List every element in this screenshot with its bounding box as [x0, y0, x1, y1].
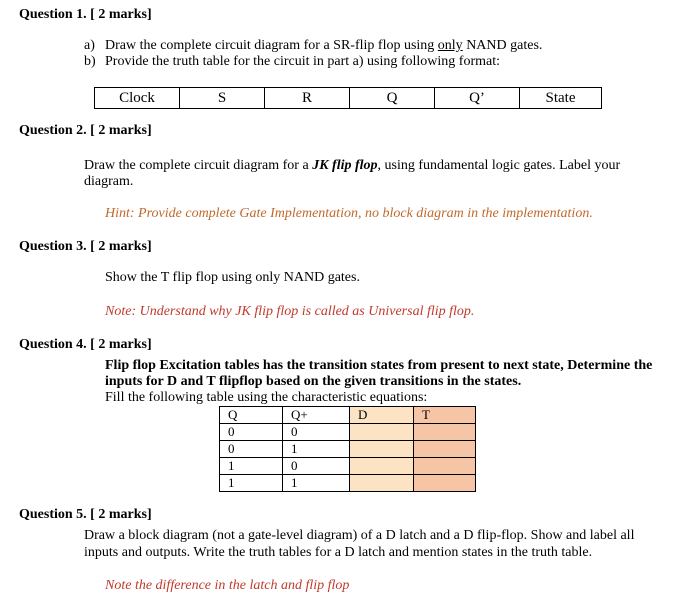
- q4-cell-q: 1: [220, 475, 283, 492]
- q1-a-post: NAND gates.: [462, 38, 543, 53]
- q4-cell-q: 0: [220, 424, 283, 441]
- q5-line2: inputs and outputs. Write the truth tables for a D latch and mention states in the truth table.: [84, 545, 593, 560]
- q4-bold-line2: inputs for D and T flipflop based on the given transitions in the states.: [105, 374, 522, 389]
- q4-cell-d[interactable]: [350, 458, 414, 475]
- q4-cell-t[interactable]: [414, 441, 476, 458]
- q1-col-q: Q: [350, 88, 435, 109]
- q1-heading: Question 1. [ 2 marks]: [19, 7, 152, 22]
- q1-col-state: State: [520, 88, 602, 109]
- q4-col-qnext: Q+: [283, 407, 350, 424]
- q2-heading: Question 2. [ 2 marks]: [19, 123, 152, 138]
- q4-cell-d[interactable]: [350, 424, 414, 441]
- q4-cell-qnext: 1: [283, 441, 350, 458]
- q4-cell-qnext: 0: [283, 458, 350, 475]
- q4-cell-d[interactable]: [350, 441, 414, 458]
- q2-line2: diagram.: [84, 174, 134, 189]
- q4-cell-qnext: 0: [283, 424, 350, 441]
- q3-text: Show the T flip flop using only NAND gates.: [105, 270, 360, 285]
- q5-heading: Question 5. [ 2 marks]: [19, 507, 152, 522]
- q4-heading: Question 4. [ 2 marks]: [19, 337, 152, 352]
- q4-col-t: T: [414, 407, 476, 424]
- q5-line1: Draw a block diagram (not a gate-level diagram) of a D latch and a D flip-flop. Show and label all: [84, 528, 635, 543]
- q1-a-text: [105, 38, 542, 54]
- q1-b-marker: b): [84, 54, 96, 69]
- q3-note: Note: Understand why JK flip flop is called as Universal flip flop.: [105, 304, 475, 319]
- q4-bold-line1: Flip flop Excitation tables has the transition states from present to next state, Determine the: [105, 358, 653, 373]
- q4-cell-qnext: 1: [283, 475, 350, 492]
- q1-col-qbar: Q’: [435, 88, 520, 109]
- table-row: [220, 475, 476, 492]
- q4-excitation-table: [219, 406, 476, 492]
- q5-note: Note the difference in the latch and flip flop: [105, 578, 350, 593]
- q2-line1-post: , using fundamental logic gates. Label your: [377, 158, 621, 173]
- q1-a-pre: Draw the complete circuit diagram for a SR-flip flop using: [105, 38, 438, 53]
- table-row: [220, 458, 476, 475]
- q4-header-row: [220, 407, 476, 424]
- q4-cell-t[interactable]: [414, 458, 476, 475]
- q4-cell-t[interactable]: [414, 424, 476, 441]
- q2-hint: Hint: Provide complete Gate Implementation, no block diagram in the implementation.: [105, 206, 593, 221]
- table-row: [220, 441, 476, 458]
- q1-col-r: R: [265, 88, 350, 109]
- q1-format-header-row: [95, 88, 602, 109]
- table-row: [220, 424, 476, 441]
- q1-col-clock: Clock: [95, 88, 180, 109]
- q1-col-s: S: [180, 88, 265, 109]
- q4-fill-line: Fill the following table using the characteristic equations:: [105, 390, 428, 405]
- q2-line1: [84, 158, 620, 174]
- q3-heading: Question 3. [ 2 marks]: [19, 239, 152, 254]
- q4-col-d: D: [350, 407, 414, 424]
- q2-line1-em: JK flip flop: [312, 158, 378, 173]
- q1-b-text: Provide the truth table for the circuit in part a) using following format:: [105, 54, 501, 69]
- q4-cell-t[interactable]: [414, 475, 476, 492]
- q1-format-table: [94, 87, 602, 109]
- q4-cell-d[interactable]: [350, 475, 414, 492]
- q4-col-q: Q: [220, 407, 283, 424]
- q2-line1-pre: Draw the complete circuit diagram for a: [84, 158, 313, 173]
- q4-cell-q: 0: [220, 441, 283, 458]
- q1-a-marker: a): [84, 38, 95, 53]
- q4-cell-q: 1: [220, 458, 283, 475]
- q1-a-only: only: [437, 38, 463, 53]
